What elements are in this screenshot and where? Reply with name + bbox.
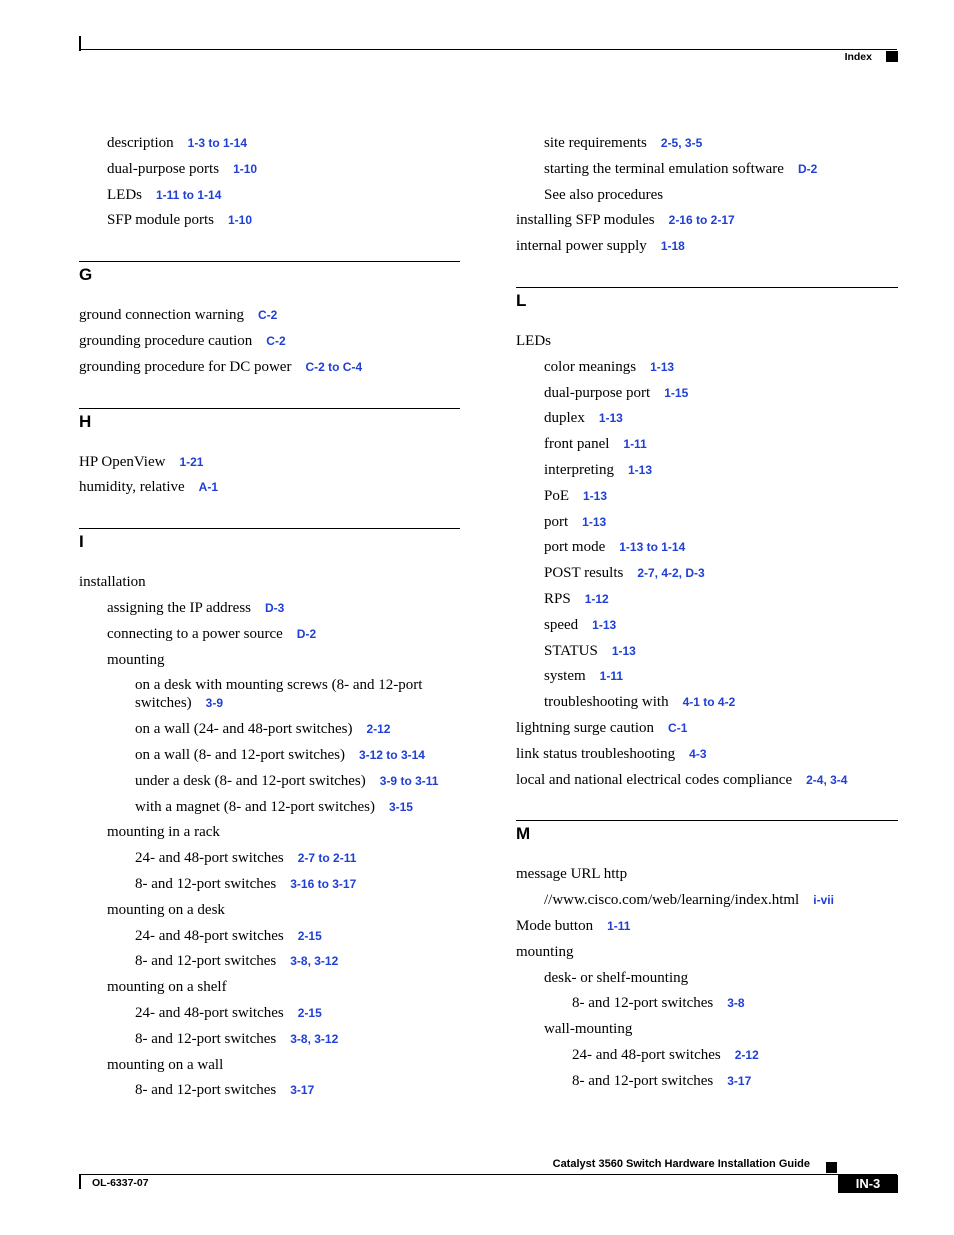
index-term: mounting on a desk bbox=[107, 901, 225, 918]
index-term: local and national electrical codes compliance bbox=[516, 771, 793, 788]
page-reference-link[interactable]: 2-7, 4-2, D-3 bbox=[637, 566, 705, 581]
index-term: dual-purpose port bbox=[544, 384, 651, 401]
index-term: troubleshooting with bbox=[544, 694, 669, 711]
section-letter-heading: L bbox=[516, 287, 898, 332]
index-entry bbox=[516, 994, 898, 1012]
page-reference-link[interactable]: 3-8, 3-12 bbox=[290, 1031, 339, 1046]
index-entry bbox=[516, 891, 898, 909]
section-spacer bbox=[516, 263, 898, 287]
index-entry bbox=[79, 1081, 460, 1099]
page-reference-link[interactable]: 3-15 bbox=[388, 799, 413, 814]
index-term: desk- or shelf-mounting bbox=[544, 969, 689, 986]
index-entry bbox=[79, 952, 460, 970]
index-term: 8- and 12-port switches bbox=[572, 995, 714, 1012]
index-entry bbox=[79, 599, 460, 617]
index-entry bbox=[516, 186, 898, 204]
index-term: Mode button bbox=[516, 917, 594, 934]
index-term: 8- and 12-port switches bbox=[135, 1082, 277, 1099]
index-term: connecting to a power source bbox=[107, 625, 283, 642]
index-entry bbox=[79, 849, 460, 867]
index-entry bbox=[79, 211, 460, 229]
index-term: port bbox=[544, 513, 569, 530]
index-term: site requirements bbox=[544, 135, 647, 151]
index-entry bbox=[516, 358, 898, 376]
page-reference-link[interactable]: 1-11 bbox=[607, 918, 631, 933]
section-spacer bbox=[79, 384, 460, 408]
index-entry bbox=[79, 901, 460, 919]
index-term: color meanings bbox=[544, 358, 637, 375]
index-term: mounting on a wall bbox=[107, 1056, 224, 1073]
index-term: SFP module ports bbox=[107, 212, 214, 229]
index-entry bbox=[516, 487, 898, 505]
index-term: See also procedures bbox=[544, 186, 664, 203]
index-term: //www.cisco.com/web/learning/index.html bbox=[544, 892, 800, 909]
page-reference-link[interactable]: 1-11 bbox=[599, 669, 624, 684]
page-reference-link[interactable]: 4-1 to 4-2 bbox=[682, 695, 736, 710]
page-reference-link[interactable]: D-2 bbox=[296, 626, 317, 641]
page-reference-link[interactable]: 2-12 bbox=[734, 1047, 759, 1062]
page-reference-link[interactable]: 1-13 bbox=[592, 617, 617, 632]
page-reference-link[interactable]: 3-17 bbox=[290, 1083, 315, 1098]
index-term: LEDs bbox=[516, 332, 551, 349]
index-term: PoE bbox=[544, 487, 570, 504]
index-entry bbox=[79, 875, 460, 893]
page-reference-link[interactable]: 3-9 to 3-11 bbox=[379, 773, 439, 788]
page-reference-link[interactable]: 3-9 bbox=[205, 696, 223, 711]
index-term: with a magnet (8- and 12-port switches) bbox=[135, 798, 375, 815]
page-reference-link[interactable]: 3-16 to 3-17 bbox=[290, 876, 357, 891]
index-entry bbox=[516, 237, 898, 255]
page-reference-link[interactable]: 3-8 bbox=[727, 996, 745, 1011]
section-spacer bbox=[79, 237, 460, 261]
page-reference-link[interactable]: 2-15 bbox=[297, 928, 322, 943]
index-term: 8- and 12-port switches bbox=[135, 953, 277, 970]
index-entry bbox=[79, 1030, 460, 1048]
index-entry bbox=[79, 823, 460, 841]
index-term: front panel bbox=[544, 436, 610, 453]
index-entry bbox=[516, 1046, 898, 1064]
index-term: message URL http bbox=[516, 866, 628, 883]
index-term: interpreting bbox=[544, 461, 614, 478]
page-reference-link[interactable]: C-2 to C-4 bbox=[305, 359, 363, 374]
index-term: on a desk with mounting screws (8- and 12-port switches) bbox=[135, 677, 423, 712]
index-entry bbox=[516, 865, 898, 883]
index-entry bbox=[79, 186, 460, 204]
index-entry bbox=[516, 693, 898, 711]
footer-marker-block bbox=[826, 1162, 837, 1173]
page-reference-link[interactable]: 4-3 bbox=[689, 746, 707, 761]
index-entry bbox=[79, 453, 460, 471]
index-entry bbox=[516, 616, 898, 634]
page-reference-link[interactable]: 3-17 bbox=[727, 1073, 752, 1088]
index-entry bbox=[79, 676, 460, 712]
footer-rule bbox=[79, 1174, 897, 1175]
index-entry bbox=[516, 538, 898, 556]
index-entry bbox=[79, 625, 460, 643]
section-letter-heading: G bbox=[79, 261, 460, 306]
section-letter-heading: I bbox=[79, 528, 460, 573]
section-spacer bbox=[516, 796, 898, 820]
index-term: 8- and 12-port switches bbox=[135, 1030, 277, 1047]
index-term: speed bbox=[544, 616, 579, 633]
index-term: 24- and 48-port switches bbox=[135, 927, 284, 944]
index-entry bbox=[79, 358, 460, 376]
index-term: assigning the IP address bbox=[107, 599, 252, 616]
index-entry bbox=[516, 461, 898, 479]
page-reference-link[interactable]: 1-13 bbox=[583, 488, 608, 503]
index-entry bbox=[516, 134, 898, 152]
index-term: dual-purpose ports bbox=[107, 160, 220, 177]
page-reference-link[interactable]: A-1 bbox=[198, 480, 219, 495]
index-entry bbox=[79, 798, 460, 816]
index-entry bbox=[516, 590, 898, 608]
page-reference-link[interactable]: C-1 bbox=[668, 720, 688, 735]
page-reference-link[interactable]: 1-11 bbox=[623, 437, 647, 452]
index-term: 8- and 12-port switches bbox=[135, 875, 277, 892]
index-term: mounting in a rack bbox=[107, 824, 220, 841]
page-reference-link[interactable]: 2-15 bbox=[297, 1005, 322, 1020]
index-term: port mode bbox=[544, 539, 606, 556]
index-term: grounding procedure for DC power bbox=[79, 358, 292, 375]
index-entry bbox=[516, 513, 898, 531]
page-reference-link[interactable]: C-2 bbox=[266, 333, 286, 348]
index-term: under a desk (8- and 12-port switches) bbox=[135, 772, 366, 789]
page-reference-link[interactable]: 1-11 to 1-14 bbox=[156, 187, 222, 202]
page-reference-link[interactable]: 1-13 bbox=[611, 643, 636, 658]
page-reference-link[interactable]: 3-8, 3-12 bbox=[290, 954, 339, 969]
section-spacer bbox=[79, 504, 460, 528]
index-term: mounting on a shelf bbox=[107, 979, 227, 996]
index-term: on a wall (24- and 48-port switches) bbox=[135, 721, 353, 738]
index-entry bbox=[516, 943, 898, 961]
index-term: mounting bbox=[516, 943, 574, 960]
index-entry bbox=[516, 435, 898, 453]
index-column-left bbox=[79, 134, 460, 1107]
page-reference-link[interactable]: D-2 bbox=[797, 161, 818, 176]
index-entry bbox=[516, 160, 898, 178]
section-letter-heading: H bbox=[79, 408, 460, 453]
index-entry bbox=[516, 745, 898, 763]
index-term: 24- and 48-port switches bbox=[135, 850, 284, 867]
index-term: grounding procedure caution bbox=[79, 332, 253, 349]
index-term: installing SFP modules bbox=[516, 212, 655, 229]
page-reference-link[interactable]: 2-4, 3-4 bbox=[806, 772, 848, 787]
index-term: duplex bbox=[544, 410, 585, 427]
index-entry bbox=[79, 1056, 460, 1074]
footer-doc-number: OL-6337-07 bbox=[92, 1177, 149, 1189]
index-column-right bbox=[516, 134, 898, 1098]
index-entry bbox=[79, 332, 460, 350]
page-reference-link[interactable]: 1-13 bbox=[582, 514, 607, 529]
index-entry bbox=[79, 1004, 460, 1022]
index-entry bbox=[79, 478, 460, 496]
index-entry bbox=[79, 651, 460, 669]
index-term: on a wall (8- and 12-port switches) bbox=[135, 746, 345, 763]
footer-left-bar bbox=[79, 1174, 81, 1189]
page-reference-link[interactable]: 1-12 bbox=[584, 591, 609, 606]
page-reference-link[interactable]: 1-13 bbox=[598, 411, 623, 426]
index-term: ground connection warning bbox=[79, 307, 244, 324]
index-entry bbox=[516, 667, 898, 685]
index-term: POST results bbox=[544, 565, 624, 582]
page-reference-link[interactable]: 3-12 to 3-14 bbox=[358, 747, 425, 762]
index-entry bbox=[516, 1072, 898, 1090]
index-entry bbox=[516, 771, 898, 789]
index-entry bbox=[516, 384, 898, 402]
index-entry bbox=[79, 978, 460, 996]
index-entry bbox=[516, 917, 898, 935]
index-term: STATUS bbox=[544, 642, 598, 659]
page-reference-link[interactable]: 2-12 bbox=[366, 722, 391, 737]
index-entry bbox=[79, 927, 460, 945]
index-term: wall-mounting bbox=[544, 1021, 633, 1038]
index-term: 24- and 48-port switches bbox=[135, 1004, 284, 1021]
index-term: starting the terminal emulation software bbox=[544, 160, 784, 177]
index-entry bbox=[516, 1020, 898, 1038]
index-term: lightning surge caution bbox=[516, 719, 655, 736]
page-reference-link[interactable]: C-2 bbox=[257, 308, 278, 323]
index-term: RPS bbox=[544, 590, 571, 607]
index-entry bbox=[516, 409, 898, 427]
page-reference-link[interactable]: 2-16 to 2-17 bbox=[668, 213, 735, 228]
index-term: description bbox=[107, 135, 174, 151]
index-term: 24- and 48-port switches bbox=[572, 1046, 721, 1063]
page-reference-link[interactable]: 1-13 bbox=[627, 462, 653, 477]
running-header-title: Index bbox=[844, 51, 872, 63]
index-entry bbox=[516, 969, 898, 987]
index-entry bbox=[79, 772, 460, 790]
header-marker-block bbox=[886, 51, 898, 62]
header-rule bbox=[79, 49, 897, 50]
index-entry bbox=[516, 642, 898, 660]
page-reference-link[interactable]: 1-13 to 1-14 bbox=[619, 540, 686, 555]
index-entry bbox=[79, 306, 460, 324]
index-term: installation bbox=[79, 574, 146, 591]
index-term: HP OpenView bbox=[79, 453, 166, 470]
index-entry bbox=[516, 332, 898, 350]
footer-page-number: IN-3 bbox=[838, 1175, 898, 1193]
page-reference-link[interactable]: 2-7 to 2-11 bbox=[297, 851, 357, 866]
index-entry bbox=[516, 719, 898, 737]
index-term: LEDs bbox=[107, 186, 142, 203]
page-reference-link[interactable]: D-3 bbox=[265, 600, 285, 615]
index-term: mounting bbox=[107, 651, 165, 668]
index-entry bbox=[516, 211, 898, 229]
page-reference-link[interactable]: 1-3 to 1-14 bbox=[187, 136, 248, 150]
index-entry bbox=[79, 160, 460, 178]
index-entry bbox=[79, 134, 460, 152]
page-reference-link[interactable]: 1-21 bbox=[179, 454, 204, 469]
index-entry bbox=[516, 564, 898, 582]
page-reference-link[interactable]: 1-15 bbox=[664, 385, 689, 400]
index-entry bbox=[79, 573, 460, 591]
page-reference-link[interactable]: i-vii bbox=[813, 893, 834, 908]
index-term: 8- and 12-port switches bbox=[572, 1072, 714, 1089]
index-term: humidity, relative bbox=[79, 479, 185, 496]
page-reference-link[interactable]: 1-10 bbox=[227, 213, 252, 228]
index-term: internal power supply bbox=[516, 238, 647, 255]
section-letter-heading: M bbox=[516, 820, 898, 865]
page-reference-link[interactable]: 1-18 bbox=[660, 239, 685, 254]
page-reference-link[interactable]: 1-10 bbox=[233, 161, 258, 176]
index-term: link status troubleshooting bbox=[516, 745, 676, 762]
index-term: system bbox=[544, 668, 586, 685]
index-entry bbox=[79, 720, 460, 738]
footer-guide-title: Catalyst 3560 Switch Hardware Installation Guide bbox=[552, 1158, 810, 1170]
page-reference-link[interactable]: 2-5, 3-5 bbox=[660, 136, 703, 150]
page-reference-link[interactable]: 1-13 bbox=[650, 359, 675, 374]
index-entry bbox=[79, 746, 460, 764]
